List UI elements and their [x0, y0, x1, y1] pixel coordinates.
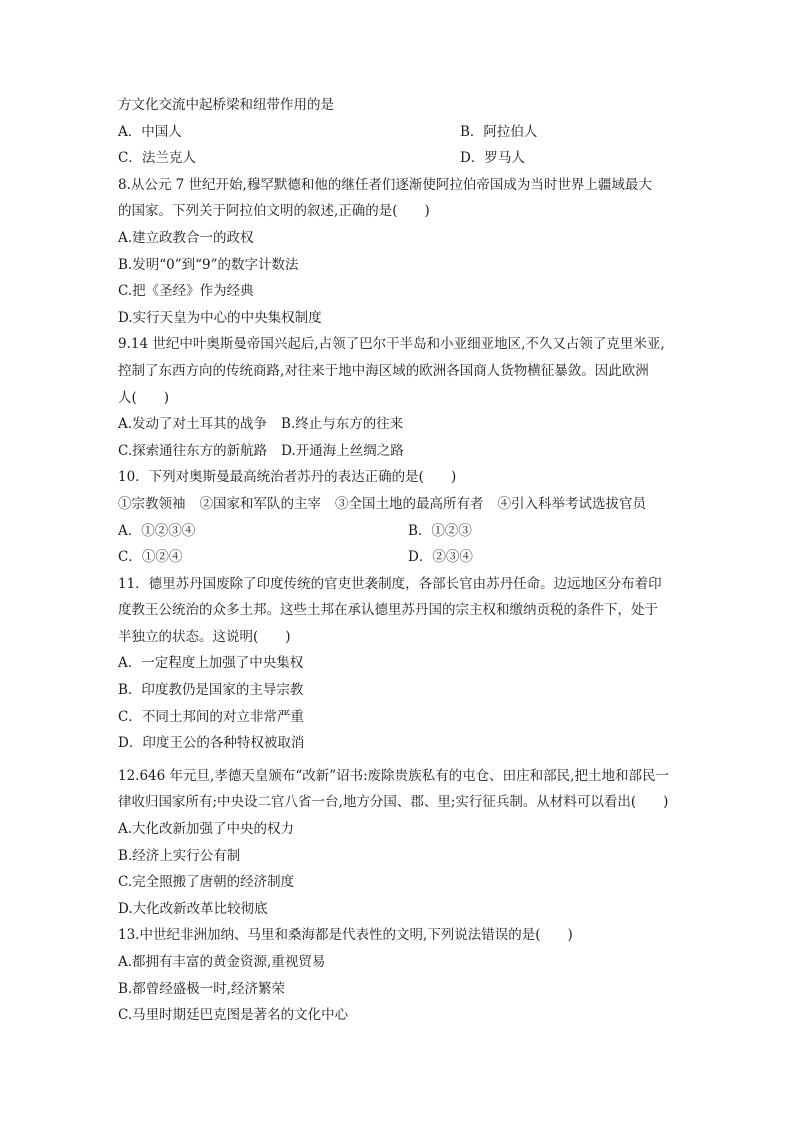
q7-stem-continued: 方文化交流中起桥梁和纽带作用的是: [118, 97, 334, 113]
q7-option-b[interactable]: B．阿拉伯人: [460, 123, 538, 140]
q10-option-a[interactable]: A．①②③④: [118, 522, 196, 539]
exam-page: [118, 92, 678, 1029]
q12-option-a[interactable]: A.大化改新加强了中央的权力: [118, 821, 295, 838]
q10-items: [118, 491, 678, 518]
q11-option-c[interactable]: C．不同土邦间的对立非常严重: [118, 708, 304, 725]
q10-option-c[interactable]: C．①②④: [118, 549, 183, 566]
q10-options-row-1: [118, 518, 678, 545]
q10-item-3: ③全国土地的最高所有者: [335, 495, 484, 512]
q12-option-b[interactable]: B.经济上实行公有制: [118, 847, 241, 864]
q10-stem: 10．下列对奥斯曼最高统治者苏丹的表达正确的是( ): [118, 469, 457, 486]
q13-option-b[interactable]: B.都曾经盛极一时,经济繁荣: [118, 980, 286, 997]
q9-option-c[interactable]: C.探索通往东方的新航路: [118, 442, 268, 459]
q12-option-d[interactable]: D.大化改新改革比较彻底: [118, 900, 268, 917]
q7-option-d[interactable]: D．罗马人: [460, 150, 525, 167]
q7-option-c[interactable]: C．法兰克人: [118, 150, 196, 167]
q10-option-b[interactable]: B．①②③: [408, 522, 472, 539]
q7-option-a[interactable]: A．中国人: [118, 123, 182, 140]
q10-item-2: ②国家和军队的主宰: [199, 495, 321, 512]
q11-stem-line-2: 度教王公统治的众多土邦。这些土邦在承认德里苏丹国的宗主权和缴纳贡税的条件下，处于: [118, 602, 658, 619]
q8-option-b[interactable]: B.发明“0”到“9”的数字计数法: [118, 256, 299, 273]
q12-option-c[interactable]: C.完全照搬了唐朝的经济制度: [118, 874, 295, 891]
q8-stem-line-1: 8.从公元 7 世纪开始,穆罕默德和他的继任者们逐渐使阿拉伯帝国成为当时世界上疆域最大: [118, 176, 652, 193]
q12-stem-line-1: 12.646 年元旦,孝德天皇颁布“改新”诏书:废除贵族私有的屯仓、田庄和部民,把土地和部民一: [118, 767, 669, 784]
q10-option-d[interactable]: D．②③④: [408, 549, 473, 566]
q8-option-d[interactable]: D.实行天皇为中心的中央集权制度: [118, 309, 322, 326]
q10-item-4: ④引入科举考试选拔官员: [497, 495, 646, 512]
q9-options-row-1: [118, 411, 678, 438]
q7-options-row-1: [118, 119, 678, 146]
q9-stem-line-3: 人( ): [118, 389, 170, 406]
q13-option-a[interactable]: A.都拥有丰富的黄金资源,重视贸易: [118, 954, 326, 970]
q9-stem-line-1: 9.14 世纪中叶奥斯曼帝国兴起后,占领了巴尔干半岛和小亚细亚地区,不久又占领了克里米亚,: [118, 336, 665, 353]
q9-option-a[interactable]: A.发动了对土耳其的战争: [118, 416, 268, 433]
q8-option-c[interactable]: C.把《圣经》作为经典: [118, 283, 254, 300]
q8-option-a[interactable]: A.建立政教合一的政权: [118, 229, 254, 246]
q10-options-row-2: [118, 544, 678, 571]
q9-stem-line-2: 控制了东西方向的传统商路,对往来于地中海区域的欧洲各国商人货物横征暴敛。因此欧洲: [118, 362, 649, 379]
q11-option-b[interactable]: B．印度教仍是国家的主导宗教: [118, 682, 304, 699]
q9-option-d[interactable]: D.开通海上丝绸之路: [281, 442, 404, 459]
q10-item-1: ①宗教领袖: [118, 495, 186, 512]
q11-stem-line-1: 11．德里苏丹国废除了印度传统的官吏世袭制度，各部长官由苏丹任命。边远地区分布着印: [118, 575, 662, 592]
q9-option-b[interactable]: B.终止与东方的往来: [281, 416, 404, 433]
q11-stem-line-3: 半独立的状态。这说明( ): [118, 628, 291, 645]
q9-options-row-2: [118, 438, 678, 465]
q13-stem: 13.中世纪非洲加纳、马里和桑海都是代表性的文明,下列说法错误的是( ): [118, 927, 573, 944]
q7-options-row-2: [118, 145, 678, 172]
q12-stem-line-2: 律收归国家所有;中央设二官八省一台,地方分国、郡、里;实行征兵制。从材料可以看出( ): [118, 794, 669, 811]
q11-option-a[interactable]: A．一定程度上加强了中央集权: [118, 655, 304, 672]
q11-option-d[interactable]: D．印度王公的各种特权被取消: [118, 735, 305, 752]
q8-stem-line-2: 的国家。下列关于阿拉伯文明的叙述,正确的是( ): [118, 203, 430, 220]
q13-option-c[interactable]: C.马里时期廷巴克图是著名的文化中心: [118, 1007, 349, 1024]
